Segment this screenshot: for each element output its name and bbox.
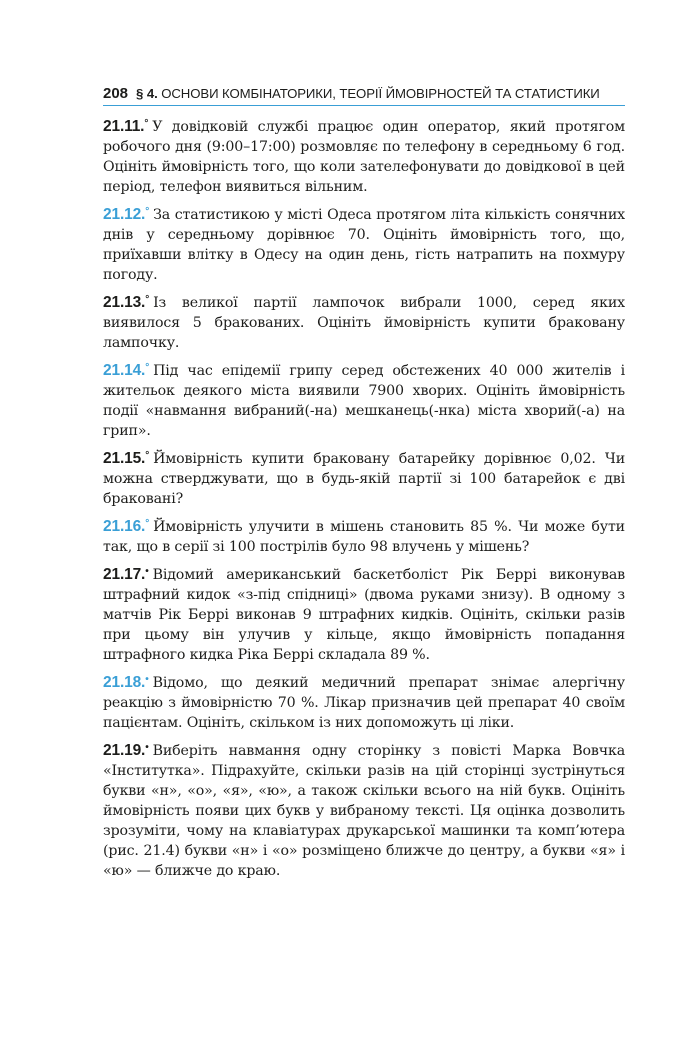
problem-text: Із великої партії лампочок вибрали 1000, серед яких виявилося 5 бракованих. Оцініть ймовірність купити браковану лампочку. [103,295,625,351]
problem-21-12 [103,205,625,285]
page-header [103,84,625,106]
problem-number: 21.19.• [103,742,149,759]
problem-number: 21.16.° [103,518,150,535]
problem-21-19 [103,741,625,881]
problem-21-14 [103,361,625,441]
section-title [136,86,600,102]
problem-text: Ймовірність улучити в мішень становить 85 %. Чи може бути так, що в серії зі 100 пострілів було 98 влучень у мішень? [103,519,625,555]
problem-number: 21.14.° [103,362,150,379]
problem-21-17 [103,565,625,665]
problem-text: Ймовірність купити браковану батарейку дорівнює 0,02. Чи можна стверджувати, що в будь-якій партії зі 100 батарейок є дві браковані? [103,451,625,507]
problem-text: Під час епідемії грипу серед обстежених 40 000 жителів і жительок деякого міста виявили 7900 хворих. Оцініть ймовірність події «навмання вибраний(-на) мешканець(-нка) міста хворий(-а) на грип». [103,363,625,439]
problem-text: У довідковій службі працює один оператор, який протягом робочого дня (9:00–17:00) розмовляє по телефону в середньому 6 год. Оцініть ймовірність того, що коли зателефонувати до довідкової в цей період, телефон виявиться вільним. [103,119,625,195]
problem-list [103,117,625,889]
problem-number: 21.11.° [103,118,149,135]
problem-number: 21.15.° [103,450,150,467]
problem-number: 21.12.° [103,206,150,223]
problem-text: За статистикою у місті Одеса протягом літа кількість сонячних днів у середньому дорівнює 70. Оцініть ймовірність того, що, приїхавши влітку в Одесу на один день, гість натрапить на похмуру погоду. [103,207,625,283]
problem-text: Відомий американський баскетболіст Рік Беррі виконував штрафний кидок «з-під спідниці» (двома руками знизу). В одному з матчів Рік Беррі виконав 9 штрафних кидків. Оцініть, скільки разів при цьому він улучив у кільце, якщо ймовірність попадання штрафного кидка Ріка Беррі складала 89 %. [103,567,625,663]
problem-number: 21.18.• [103,674,149,691]
page-number: 208 [103,85,129,102]
problem-21-16 [103,517,625,557]
problem-21-11 [103,117,625,197]
problem-number: 21.13.° [103,294,150,311]
problem-21-18 [103,673,625,733]
section-title-text: ОСНОВИ КОМБІНАТОРИКИ, ТЕОРІЇ ЙМОВІРНОСТЕЙ ТА СТАТИСТИКИ [161,86,600,101]
problem-text: Виберіть навмання одну сторінку з повісті Марка Вовчка «Інститутка». Підрахуйте, скільки разів на цій сторінці зустрінуться букви «н», «о», «я», «ю», а також скільки всього на ній букв. Оцініть ймовірність появи цих букв у вибраному тексті. Ця оцінка дозволить зрозуміти, чому на клавіатурах друкарської машинки та комп’ютера (рис. 21.4) букви «н» і «о» розміщено ближче до центру, а букви «я» і «ю» — ближче до краю. [103,743,625,879]
problem-21-15 [103,449,625,509]
problem-21-13 [103,293,625,353]
section-label: § 4. [136,86,158,101]
problem-number: 21.17.• [103,566,149,583]
problem-text: Відомо, що деякий медичний препарат знімає алергічну реакцію з ймовірністю 70 %. Лікар призначив цей препарат 40 своїм пацієнтам. Оцініть, скільком із них допоможуть ці ліки. [103,675,625,731]
